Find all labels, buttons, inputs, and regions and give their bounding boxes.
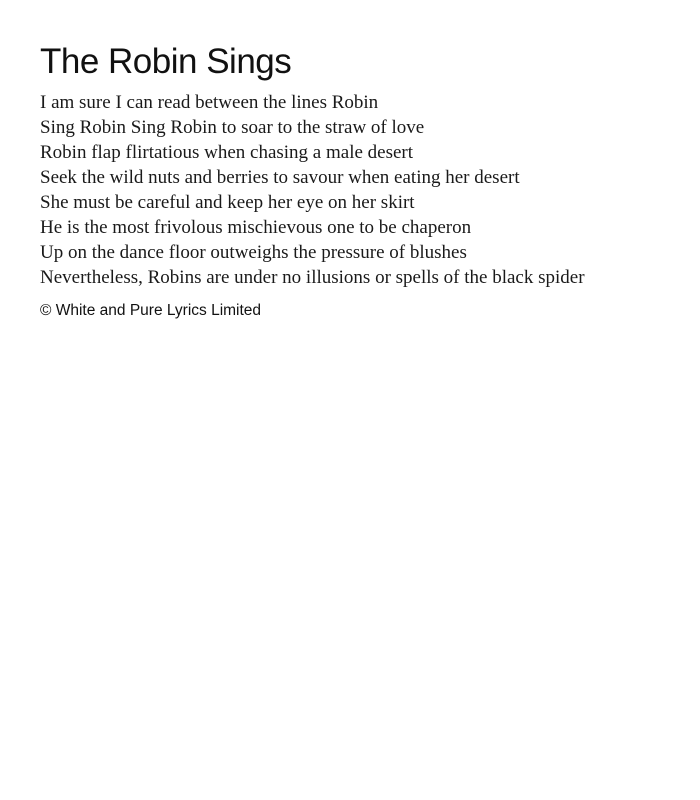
- poem-line: He is the most frivolous mischievous one to be chaperon: [40, 217, 472, 238]
- copyright-notice: © White and Pure Lyrics Limited: [40, 302, 262, 319]
- poem-line: Up on the dance floor outweighs the pressure of blushes: [40, 242, 467, 263]
- document-page: [40, 40, 680, 322]
- poem-body: [40, 90, 680, 290]
- poem-line: Nevertheless, Robins are under no illusions or spells of the black spider: [40, 267, 585, 288]
- poem-line: Robin flap flirtatious when chasing a male desert: [40, 142, 414, 163]
- poem-title: The Robin Sings: [40, 42, 292, 81]
- poem-line: Seek the wild nuts and berries to savour when eating her desert: [40, 167, 520, 188]
- poem-line: Sing Robin Sing Robin to soar to the straw of love: [40, 117, 425, 138]
- poem-line: She must be careful and keep her eye on her skirt: [40, 192, 415, 213]
- poem-line: I am sure I can read between the lines Robin: [40, 92, 379, 113]
